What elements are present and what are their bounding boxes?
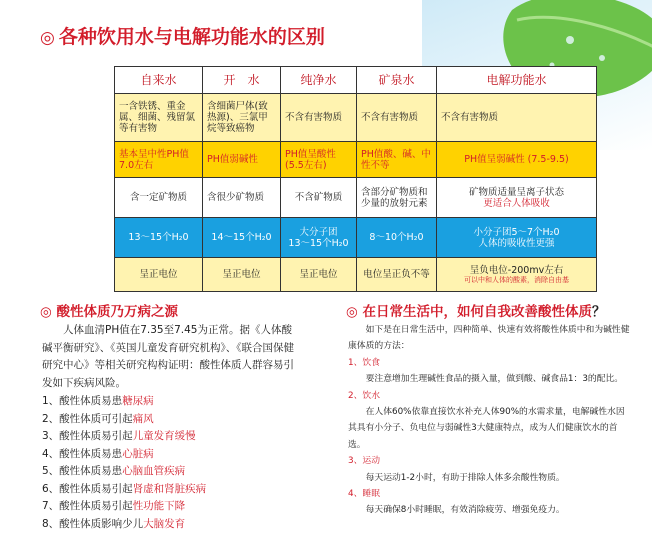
item-highlight: 心脏病 [122, 448, 154, 460]
right-title-text: 在日常生活中，如何自我改善酸性体质 [362, 304, 592, 320]
table-row-ph [115, 142, 597, 178]
table-cell: PH值酸、碱、中性不等 [357, 142, 437, 178]
left-title-mark: ◎ [40, 304, 52, 320]
title-mark: ◎ [40, 28, 55, 48]
method-water-text: 在人体60%依靠直接饮水补充人体90%的水需求量，电解碱性水因其具有小分子、负电位与弱碱性3大健康特点，成为人们健康饮水的首选。 [348, 404, 630, 453]
cell-line: 更适合人体吸收 [441, 198, 592, 209]
left-section-title [40, 300, 178, 320]
method-diet-text: 要注意增加生理碱性食品的摄入量，做到酸、碱食品1：3的配比。 [348, 371, 630, 387]
header-mineral-water: 矿泉水 [357, 67, 437, 94]
title-text: 各种饮用水与电解功能水的区别 [59, 26, 325, 48]
table-cell [437, 258, 597, 292]
list-item [42, 463, 302, 481]
header-pure-water: 纯净水 [281, 67, 357, 94]
list-item [42, 481, 302, 499]
item-highlight: 痛风 [133, 413, 154, 425]
table-cell: 不含有害物质 [357, 94, 437, 142]
list-item [42, 411, 302, 429]
table-cell: 呈正电位 [281, 258, 357, 292]
table-cell: 不含有害物质 [437, 94, 597, 142]
table-header-row [115, 67, 597, 94]
right-intro: 如下是在日常生活中，四种简单、快速有效将酸性体质中和为碱性健康体质的方法： [348, 322, 630, 355]
item-text: 6、酸性体质易引起 [42, 483, 133, 495]
list-item [42, 393, 302, 411]
comparison-table [114, 66, 597, 292]
item-highlight: 心脑血管疾病 [122, 465, 185, 477]
list-item [42, 498, 302, 516]
cell-line: 小分子团5～7个H₂0 [441, 227, 592, 238]
page-title [40, 22, 325, 49]
table-cell: 呈正电位 [115, 258, 203, 292]
item-highlight: 儿童发育缓慢 [133, 430, 196, 442]
method-diet-heading: 1、饮食 [348, 355, 630, 371]
table-cell: 不含有害物质 [281, 94, 357, 142]
method-sleep-heading: 4、睡眠 [348, 486, 630, 502]
item-text: 7、酸性体质易引起 [42, 500, 133, 512]
item-highlight: 性功能下降 [133, 500, 186, 512]
method-exercise-heading: 3、运动 [348, 453, 630, 469]
table-cell: 8～10个H₂0 [357, 218, 437, 258]
cell-line: 大分子团 [285, 227, 352, 238]
disease-list [42, 393, 302, 533]
table-cell [437, 178, 597, 218]
method-exercise-text: 每天运动1-2小时，有助于排除人体多余酸性物质。 [348, 470, 630, 486]
left-title-text: 酸性体质乃万病之源 [56, 304, 178, 320]
item-text: 3、酸性体质易引起 [42, 430, 133, 442]
method-water-heading: 2、饮水 [348, 388, 630, 404]
right-section-body [348, 322, 630, 519]
table-cell [281, 218, 357, 258]
item-highlight: 肾虚和肾脏疾病 [133, 483, 207, 495]
table-cell: 14～15个H₂0 [203, 218, 281, 258]
item-text: 1、酸性体质易患 [42, 395, 122, 407]
left-intro: 人体血清PH值在7.35至7.45为正常。据《人体酸碱平衡研究》、《英国儿童发育研究机构》、《联合国保健研究中心》等相关研究构构证明：酸性体质人群容易引发如下疾病风险。 [42, 322, 302, 392]
right-section-title [346, 300, 605, 320]
table-cell: 呈正电位 [203, 258, 281, 292]
table-row-harmful [115, 94, 597, 142]
table-cell [437, 218, 597, 258]
table-cell: 电位呈正负不等 [357, 258, 437, 292]
table-cell: 13～15个H₂0 [115, 218, 203, 258]
method-sleep-text: 每天确保8小时睡眠，有效消除疲劳、增强免疫力。 [348, 502, 630, 518]
table-row-molecules [115, 218, 597, 258]
right-title-question: ？ [592, 304, 606, 320]
item-text: 4、酸性体质易患 [42, 448, 122, 460]
table-cell: PH值呈弱碱性 (7.5-9.5) [437, 142, 597, 178]
item-text: 2、酸性体质可引起 [42, 413, 133, 425]
list-item [42, 428, 302, 446]
table-cell: PH值弱碱性 [203, 142, 281, 178]
table-row-potential [115, 258, 597, 292]
item-highlight: 糖尿病 [122, 395, 154, 407]
cell-line: 人体的吸收性更强 [441, 238, 592, 249]
item-highlight: 大脑发育 [143, 518, 185, 530]
table-cell: 一含铁锈、重金属、细菌、残留氯等有害物 [115, 94, 203, 142]
table-cell: 基本呈中性PH值7.0左右 [115, 142, 203, 178]
left-section-body [42, 322, 302, 533]
header-boiled-water: 开 水 [203, 67, 281, 94]
cell-line: 矿物质适量呈离子状态 [441, 187, 592, 198]
table-cell: 不含矿物质 [281, 178, 357, 218]
list-item [42, 446, 302, 464]
header-tap-water: 自来水 [115, 67, 203, 94]
table-cell: 含一定矿物质 [115, 178, 203, 218]
table-row-minerals [115, 178, 597, 218]
table-cell: 含部分矿物质和少量的放射元素 [357, 178, 437, 218]
header-electrolyzed-water: 电解功能水 [437, 67, 597, 94]
item-text: 8、酸性体质影响少儿 [42, 518, 143, 530]
list-item [42, 516, 302, 533]
right-title-mark: ◎ [346, 304, 358, 320]
table-cell: 含很少矿物质 [203, 178, 281, 218]
item-text: 5、酸性体质易患 [42, 465, 122, 477]
table-cell: PH值呈酸性(5.5左右) [281, 142, 357, 178]
table-cell: 含细菌尸体(致热源)、三氯甲烷等致癌物 [203, 94, 281, 142]
cell-line: 可以中和人体的酸素，消除自由基 [441, 276, 592, 285]
cell-line: 13～15个H₂0 [285, 238, 352, 249]
cell-line: 呈负电位-200mv左右 [441, 265, 592, 276]
